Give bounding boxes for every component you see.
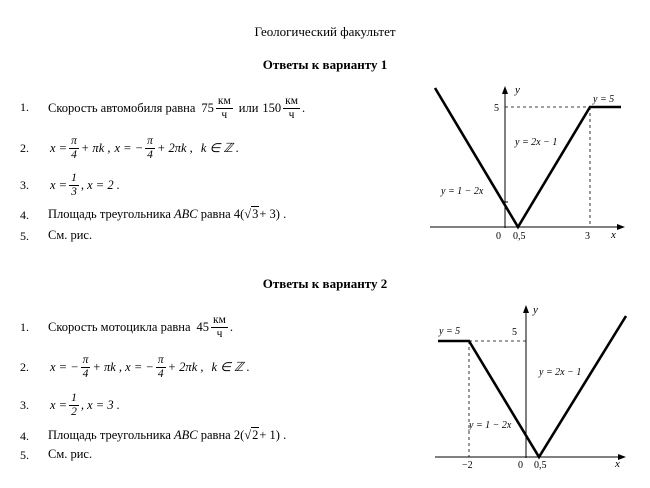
v1-item-3-number: 3. [20,178,29,192]
v1-answer-1-unit2: $\frac{км}{ч}$ [285,95,299,121]
v2-answer-2-xeq: x = − [50,359,79,374]
v1-axis-x-label: x [611,229,616,241]
v2-item-5-number: 5. [20,448,29,462]
v2-answer-3-frac: $\frac{1}{2}$ [71,392,77,418]
v1-answer-4-abc: ABC [174,207,198,221]
v2-item-3-number: 3. [20,398,29,412]
v1-answer-3 [50,167,120,203]
v2-answer-2-frac1: $\frac{\pi}{4}$ [82,354,89,380]
v2-axis-y-label: y [533,304,538,316]
v1-label-2x-1: y = 2x − 1 [515,137,558,148]
v1-answer-4-expr: 4(√3+ 3) . [233,207,287,221]
v2-tick-05-label: 0,5 [534,460,547,471]
v2-item-2-number: 2. [20,360,29,374]
v1-answer-2-frac1: $\frac{\pi}{4}$ [71,135,77,161]
v2-answer-5: См. рис. [48,447,93,461]
v2-answer-3-x2: , x = 3 . [80,397,120,412]
v2-item-1-number: 1. [20,320,29,334]
v2-answer-2-frac2: $\frac{\pi}{4}$ [157,354,164,380]
v2-axis-x-label: x [615,458,620,470]
v1-answer-2: x = $\frac{\pi}{4}$ + πk , x = − $\frac{\pi}{4}$ + 2πk , k ∈ ℤ . [50,135,240,161]
v1-answer-4-rest: равна [200,207,231,221]
v1-answer-2-kz: k ∈ ℤ . [200,141,240,155]
v1-answer-4-text: Площадь треугольника [48,207,171,221]
v1-label-y5: y = 5 [593,94,615,105]
faculty-header: Геологический факультет [254,24,396,39]
v1-tick-0-label: 0 [496,231,501,242]
v2-tick-5-label: 5 [512,327,517,338]
variant-2-title: Ответы к варианту 2 [262,276,388,291]
v1-item-4-number: 4. [20,208,29,222]
v2-answer-2-term2: + 2πk , [167,359,204,374]
v1-answer-3-frac: $\frac{1}{3}$ [71,172,77,198]
v2-answer-1-text: Скорость мотоцикла равна [48,319,191,334]
v2-answer-4-text: Площадь треугольника [48,428,171,442]
v2-label-y5: y = 5 [439,326,461,337]
variant-1-title: Ответы к варианту 1 [262,57,388,72]
v2-answer-4-expr: 2(√2+ 1) . [233,428,287,442]
v2-answer-3 [50,387,120,423]
v2-tick-0-label: 0 [518,460,523,471]
v1-answer-1-value1: 75 [201,100,214,115]
v2-answer-2-term1: + πk , x = − [92,359,154,374]
v1-answer-2-term1: + πk , [80,140,111,155]
v2-answer-1-value: 45 [196,319,210,334]
v1-answer-3-x2: , x = 2 . [80,177,120,192]
v1-answer-3-xeq: x = [50,177,68,192]
v2-graph [425,300,637,480]
v2-label-2x-1: y = 2x − 1 [539,367,582,378]
v2-answer-1-unit: $\frac{км}{ч}$ [213,314,226,340]
v1-axis-y-label: y [515,84,520,96]
v2-answer-4-abc: ABC [174,428,198,442]
v1-item-1-number: 1. [20,100,29,114]
v2-y-arrow [523,305,529,313]
v1-graph [425,80,635,255]
v1-answer-5: См. рис. [48,228,93,242]
v1-function-graph [435,88,621,227]
v1-answer-1-or: или [238,100,259,115]
v1-answer-2-xeq: x = [50,140,68,155]
v1-answer-1: Скорость автомобиля равна 75 $\frac{км}{ч}$ или 150 $\frac{км}{ч}$ . [48,95,306,121]
v1-answer-1-unit1: $\frac{км}{ч}$ [217,95,231,121]
v1-answer-2-frac2: $\frac{\pi}{4}$ [147,135,153,161]
v2-answer-2-kz: k ∈ ℤ . [211,360,250,374]
v1-tick-05-label: 0,5 [513,231,526,242]
v2-answer-4 [48,428,286,443]
v1-tick-5-label: 5 [494,103,499,114]
v1-answer-1-text: Скорость автомобиля равна [48,100,196,115]
v2-function-graph [438,316,626,457]
v1-tick-3-label: 3 [585,231,590,242]
v2-item-4-number: 4. [20,429,29,443]
v2-tick-m2-label: −2 [462,460,473,471]
v1-answer-2-term2: + 2πk , [156,140,193,155]
v1-y-arrow [502,86,508,94]
v1-answer-4 [48,207,286,222]
v1-x-arrow [617,224,625,230]
v2-answer-2 [50,349,250,385]
v2-answer-4-rest: равна [200,428,231,442]
v2-label-1-2x: y = 1 − 2x [469,420,512,431]
v2-answer-3-xeq: x = [50,397,68,412]
v2-answer-1: Скорость мотоцикла равна 45 $\frac{км}{ч}$ . [48,314,234,340]
v1-answer-1-value2: 150 [262,100,282,115]
v1-item-2-number: 2. [20,141,29,155]
v1-label-1-2x: y = 1 − 2x [441,186,484,197]
v1-item-5-number: 5. [20,229,29,243]
